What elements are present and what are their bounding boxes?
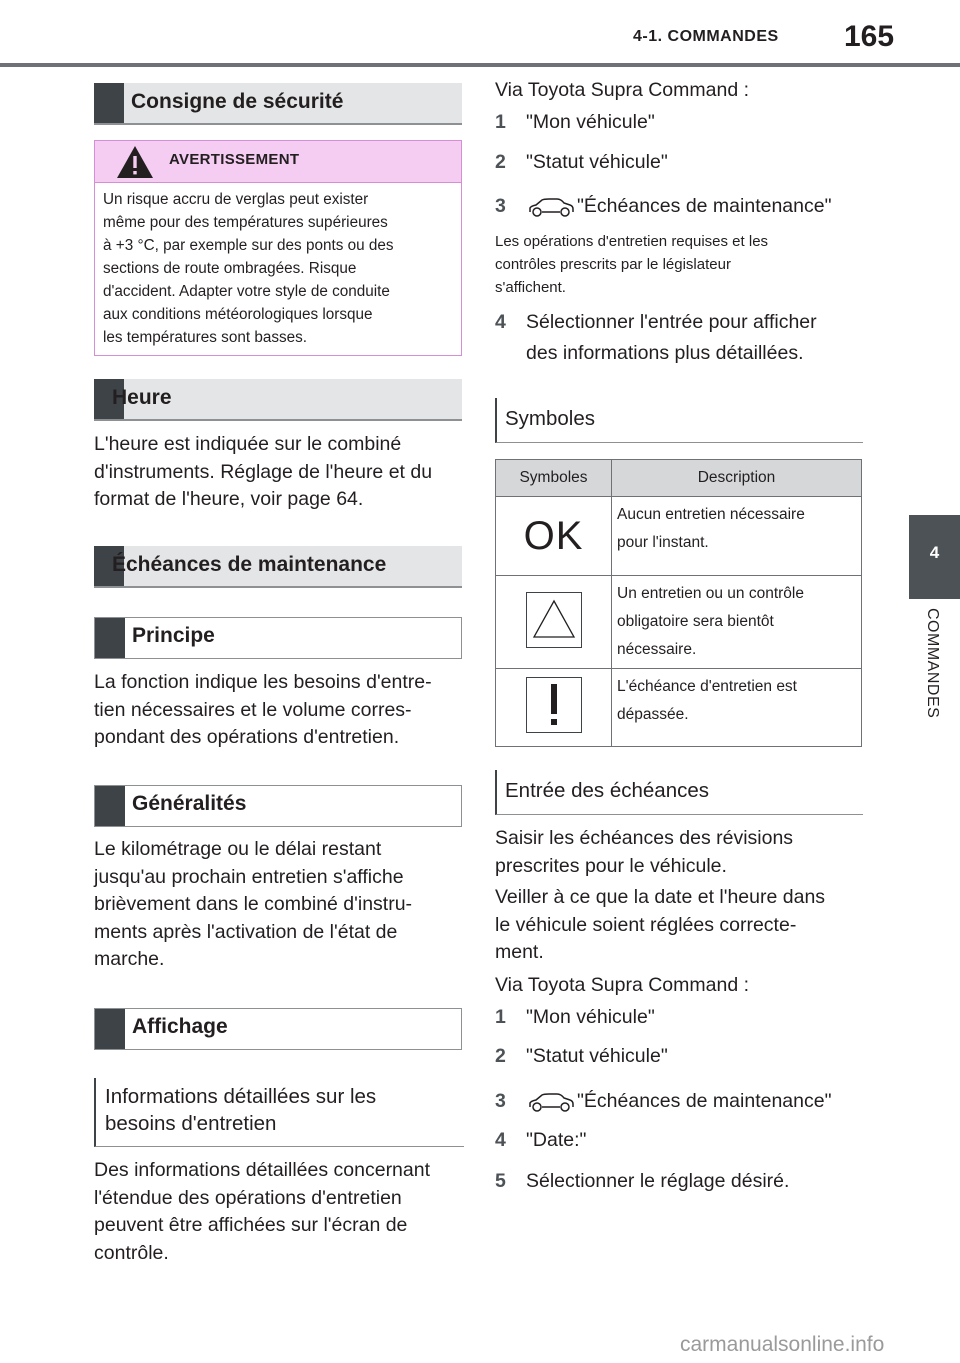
- text-line: Informations détaillées sur les: [105, 1085, 377, 1108]
- step-number: 2: [495, 1045, 506, 1067]
- generalites-paragraph: [94, 836, 464, 974]
- step-text: [526, 307, 817, 369]
- symbol-cell: [496, 576, 612, 669]
- text-line: marche.: [94, 948, 165, 970]
- table-row: [496, 497, 862, 576]
- text-line: ment.: [495, 941, 544, 963]
- exclamation-icon: [526, 677, 582, 733]
- warning-line: d'accident. Adapter votre style de conduite: [103, 283, 390, 300]
- affichage-heading-text: Affichage: [132, 1015, 228, 1038]
- text-line: Sélectionner l'entrée pour afficher: [526, 311, 817, 333]
- step-number: 1: [495, 111, 506, 133]
- heading-bar: [94, 83, 124, 123]
- text-line: L'heure est indiquée sur le combiné: [94, 433, 402, 455]
- warning-line: sections de route ombragées. Risque: [103, 260, 357, 277]
- text-line: pondant des opérations d'entretien.: [94, 726, 400, 748]
- table-row: [496, 669, 862, 747]
- ok-symbol: OK: [523, 513, 584, 558]
- principe-paragraph: [94, 669, 464, 752]
- symbols-table: [495, 459, 862, 747]
- table-header-row: [496, 460, 862, 497]
- text-line: contrôle.: [94, 1241, 169, 1264]
- triangle-icon: [526, 592, 582, 648]
- step-number: 3: [495, 195, 506, 217]
- step-text: "Date:": [526, 1129, 587, 1151]
- text-line: tien nécessaires et le volume corres-: [94, 698, 412, 721]
- heading-bar: [95, 1009, 125, 1049]
- table-header: Symboles: [496, 460, 612, 497]
- text-line: le véhicule soient réglées correcte-: [495, 913, 797, 936]
- info-subheading-text: [105, 1083, 376, 1137]
- warning-header: [95, 141, 461, 183]
- text-line: jusqu'au prochain entretien s'affiche: [94, 865, 404, 888]
- step-text: "Statut véhicule": [526, 151, 668, 173]
- step-text: "Mon véhicule": [526, 1006, 655, 1028]
- car-icon: [527, 1092, 575, 1114]
- text-line: format de l'heure, voir page 64.: [94, 488, 364, 510]
- safety-heading: [94, 83, 462, 125]
- step-number: 4: [495, 1129, 506, 1151]
- text-line: besoins d'entretien: [105, 1112, 277, 1135]
- symboles-subheading: [495, 398, 863, 443]
- text-line: Les opérations d'entretien requises et les: [495, 233, 769, 250]
- heure-heading: [94, 379, 462, 421]
- text-line: contrôles prescrits par le législateur: [495, 256, 731, 273]
- via-line: Via Toyota Supra Command :: [495, 974, 750, 996]
- table-header: Description: [612, 460, 862, 497]
- text-line: Aucun entretien nécessaire: [617, 506, 805, 523]
- heure-paragraph: [94, 431, 464, 514]
- warning-line: même pour des températures supérieures: [103, 214, 388, 231]
- step-number: 1: [495, 1006, 506, 1028]
- via-line: Via Toyota Supra Command :: [495, 79, 750, 101]
- safety-heading-text: Consigne de sécurité: [131, 90, 344, 113]
- generalites-heading: [94, 785, 462, 827]
- maintenance-heading-text: Échéances de maintenance: [112, 553, 387, 576]
- text-line: La fonction indique les besoins d'entre-: [94, 671, 432, 693]
- text-line: Des informations détaillées concernant: [94, 1159, 431, 1181]
- principe-heading-text: Principe: [132, 624, 215, 647]
- warning-line: à +3 °C, par exemple sur des ponts ou des: [103, 237, 394, 254]
- maintenance-heading: [94, 546, 462, 588]
- text-line: Un entretien ou un contrôle: [617, 585, 804, 602]
- text-line: brièvement dans le combiné d'instru-: [94, 893, 413, 915]
- text-line: des informations plus détaillées.: [526, 342, 804, 364]
- step-text: "Échéances de maintenance": [577, 195, 832, 217]
- step-text: "Statut véhicule": [526, 1045, 668, 1067]
- note-paragraph: [495, 230, 855, 299]
- entree-paragraph-2: [495, 884, 865, 967]
- principe-heading: [94, 617, 462, 659]
- symbol-cell: [496, 669, 612, 747]
- affichage-heading: [94, 1008, 462, 1050]
- warning-triangle-icon: [115, 144, 155, 180]
- chapter-label: COMMANDES: [924, 608, 941, 719]
- table-row: [496, 576, 862, 669]
- heading-bar: [95, 618, 125, 658]
- info-paragraph: [94, 1157, 464, 1267]
- text-line: prescrites pour le véhicule.: [495, 854, 727, 877]
- text-line: nécessaire.: [617, 641, 697, 658]
- step-number: 2: [495, 151, 506, 173]
- watermark: carmanualsonline.info: [680, 1333, 885, 1356]
- step-text: "Mon véhicule": [526, 111, 655, 133]
- warning-text: [103, 188, 453, 349]
- warning-line: Un risque accru de verglas peut exister: [103, 191, 369, 208]
- entree-paragraph-1: [495, 825, 865, 880]
- text-line: ments après l'activation de l'état de: [94, 920, 398, 943]
- step-number: 5: [495, 1170, 506, 1192]
- symboles-subheading-text: Symboles: [505, 407, 596, 430]
- text-line: Le kilométrage ou le délai restant: [94, 838, 382, 860]
- info-subheading: [94, 1078, 464, 1147]
- generalites-heading-text: Généralités: [132, 792, 247, 815]
- text-line: s'affichent.: [495, 279, 566, 296]
- page-number: 165: [844, 20, 895, 53]
- warning-box: [94, 140, 462, 356]
- warning-line: les températures sont basses.: [103, 329, 308, 346]
- warning-line: aux conditions météorologiques lorsque: [103, 306, 373, 323]
- entree-subheading-text: Entrée des échéances: [505, 779, 709, 802]
- text-line: pour l'instant.: [617, 534, 709, 551]
- text-line: peuvent être affichées sur l'écran de: [94, 1214, 408, 1236]
- section-title: 4-1. COMMANDES: [633, 28, 779, 45]
- text-line: dépassée.: [617, 706, 689, 723]
- car-icon: [527, 197, 575, 219]
- header-rule: [0, 63, 960, 67]
- text-line: l'étendue des opérations d'entretien: [94, 1186, 402, 1209]
- step-number: 3: [495, 1090, 506, 1112]
- heading-bar: [95, 786, 125, 826]
- step-text: Sélectionner le réglage désiré.: [526, 1170, 790, 1192]
- step-text: "Échéances de maintenance": [577, 1090, 832, 1112]
- description-cell: [612, 497, 862, 576]
- entree-subheading: [495, 770, 863, 815]
- heure-heading-text: Heure: [112, 386, 172, 409]
- text-line: obligatoire sera bientôt: [617, 613, 774, 630]
- text-line: d'instruments. Réglage de l'heure et du: [94, 460, 433, 483]
- description-cell: [612, 576, 862, 669]
- description-cell: [612, 669, 862, 747]
- text-line: Veiller à ce que la date et l'heure dans: [495, 886, 826, 908]
- text-line: Saisir les échéances des révisions: [495, 827, 794, 849]
- step-number: 4: [495, 311, 506, 333]
- symbol-cell: [496, 497, 612, 576]
- text-line: L'échéance d'entretien est: [617, 678, 797, 695]
- chapter-number: 4: [929, 543, 940, 562]
- warning-title: AVERTISSEMENT: [169, 151, 300, 168]
